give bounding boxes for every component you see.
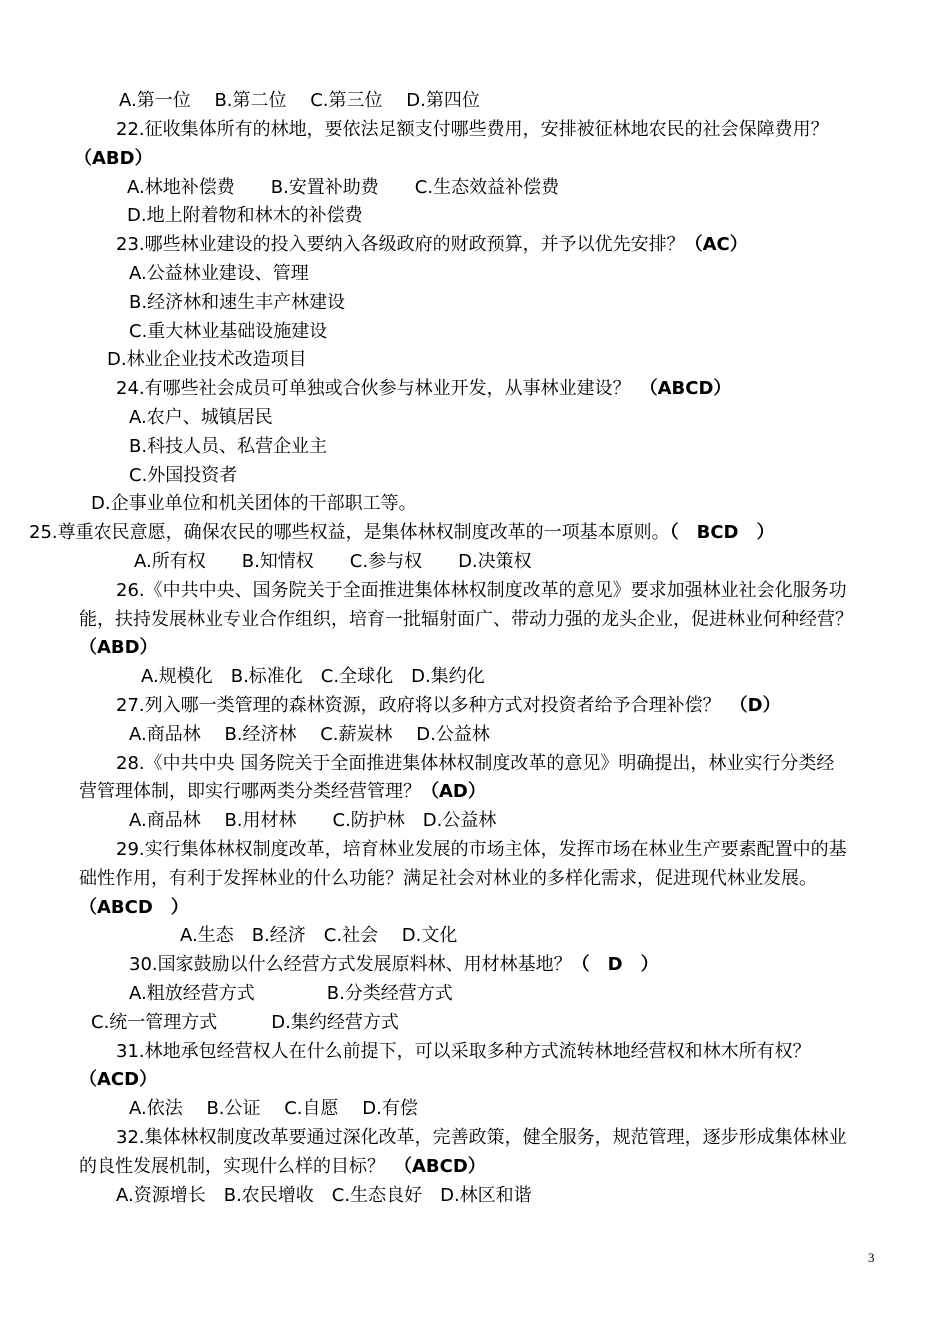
- answer-26: （ABD）: [79, 637, 158, 658]
- text-line: A.所有权 B.知情权 C.参与权 D.决策权: [134, 551, 532, 572]
- question-30: 30.国家鼓励以什么经营方式发展原料林、用材林基地？（ D ）: [129, 954, 659, 975]
- text-line: A.第一位 B.第二位 C.第三位 D.第四位: [119, 90, 480, 111]
- text-line: A.资源增长 B.农民增收 C.生态良好 D.林区和谐: [116, 1185, 532, 1206]
- question-31: 31.林地承包经营权人在什么前提下，可以采取多种方式流转林地经营权和林木所有权？: [116, 1041, 811, 1062]
- question-28: 28.《中共中央 国务院关于全面推进集体林权制度改革的意见》明确提出，林业实行分类经: [116, 753, 835, 774]
- answer-31: （ACD）: [79, 1069, 158, 1090]
- text-line: C.统一管理方式 D.集约经营方式: [91, 1012, 399, 1033]
- question-23: 23.哪些林业建设的投入要纳入各级政府的财政预算，并予以优先安排？（AC）: [116, 234, 748, 255]
- text-line: B.科技人员、私营企业主: [129, 436, 328, 457]
- text-line: B.经济林和速生丰产林建设: [129, 292, 346, 313]
- text-line: A.规模化 B.标准化 C.全球化 D.集约化: [141, 666, 485, 687]
- text-line: A.林地补偿费 B.安置补助费 C.生态效益补偿费: [127, 177, 560, 198]
- answer-22: （ABD）: [74, 148, 153, 169]
- answer-29: （ABCD ）: [79, 897, 189, 918]
- question-25: 25.尊重农民意愿，确保农民的哪些权益，是集体林权制度改革的一项基本原则。（ BCD ）: [29, 522, 775, 543]
- question-29: 29.实行集体林权制度改革，培育林业发展的市场主体，发挥市场在林业生产要素配置中的基: [116, 839, 847, 860]
- text-line: A.生态 B.经济 C.社会 D.文化: [180, 925, 458, 946]
- text-line: 的良性发展机制，实现什么样的目标？ （ABCD）: [79, 1156, 486, 1177]
- text-line: 础性作用，有利于发挥林业的什么功能？满足社会对林业的多样化需求，促进现代林业发展。: [79, 868, 817, 889]
- text-line: A.商品林 B.用材林 C.防护林 D.公益林: [129, 810, 497, 831]
- text-line: 营管理体制，即实行哪两类分类经营管理？（AD）: [79, 781, 486, 802]
- text-line: A.农户、城镇居民: [129, 407, 273, 428]
- text-line: D.林业企业技术改造项目: [107, 349, 307, 370]
- page-number: 3: [868, 1250, 875, 1265]
- text-line: C.重大林业基础设施建设: [129, 321, 328, 342]
- text-line: A.商品林 B.经济林 C.薪炭林 D.公益林: [129, 724, 490, 745]
- text-line: A.依法 B.公证 C.自愿 D.有偿: [129, 1098, 418, 1119]
- question-26: 26.《中共中央、国务院关于全面推进集体林权制度改革的意见》要求加强林业社会化服务功: [116, 580, 847, 601]
- text-line: C.外国投资者: [129, 465, 238, 486]
- question-22: 22.征收集体所有的林地，要依法足额支付哪些费用，安排被征林地农民的社会保障费用？: [116, 119, 829, 140]
- question-24: 24.有哪些社会成员可单独或合伙参与林业开发，从事林业建设？ （ABCD）: [116, 378, 732, 399]
- text-line: D.地上附着物和林木的补偿费: [127, 205, 363, 226]
- text-line: A.粗放经营方式 B.分类经营方式: [129, 983, 453, 1004]
- question-27: 27.列入哪一类管理的森林资源，政府将以多种方式对投资者给予合理补偿？ （D）: [116, 695, 781, 716]
- text-line: A.公益林业建设、管理: [129, 263, 309, 284]
- question-32: 32.集体林权制度改革要通过深化改革，完善政策，健全服务，规范管理，逐步形成集体林业: [116, 1127, 847, 1148]
- text-line: D.企事业单位和机关团体的干部职工等。: [91, 493, 417, 514]
- text-line: 能，扶持发展林业专业合作组织，培育一批辐射面广、带动力强的龙头企业，促进林业何种经营？: [79, 609, 853, 630]
